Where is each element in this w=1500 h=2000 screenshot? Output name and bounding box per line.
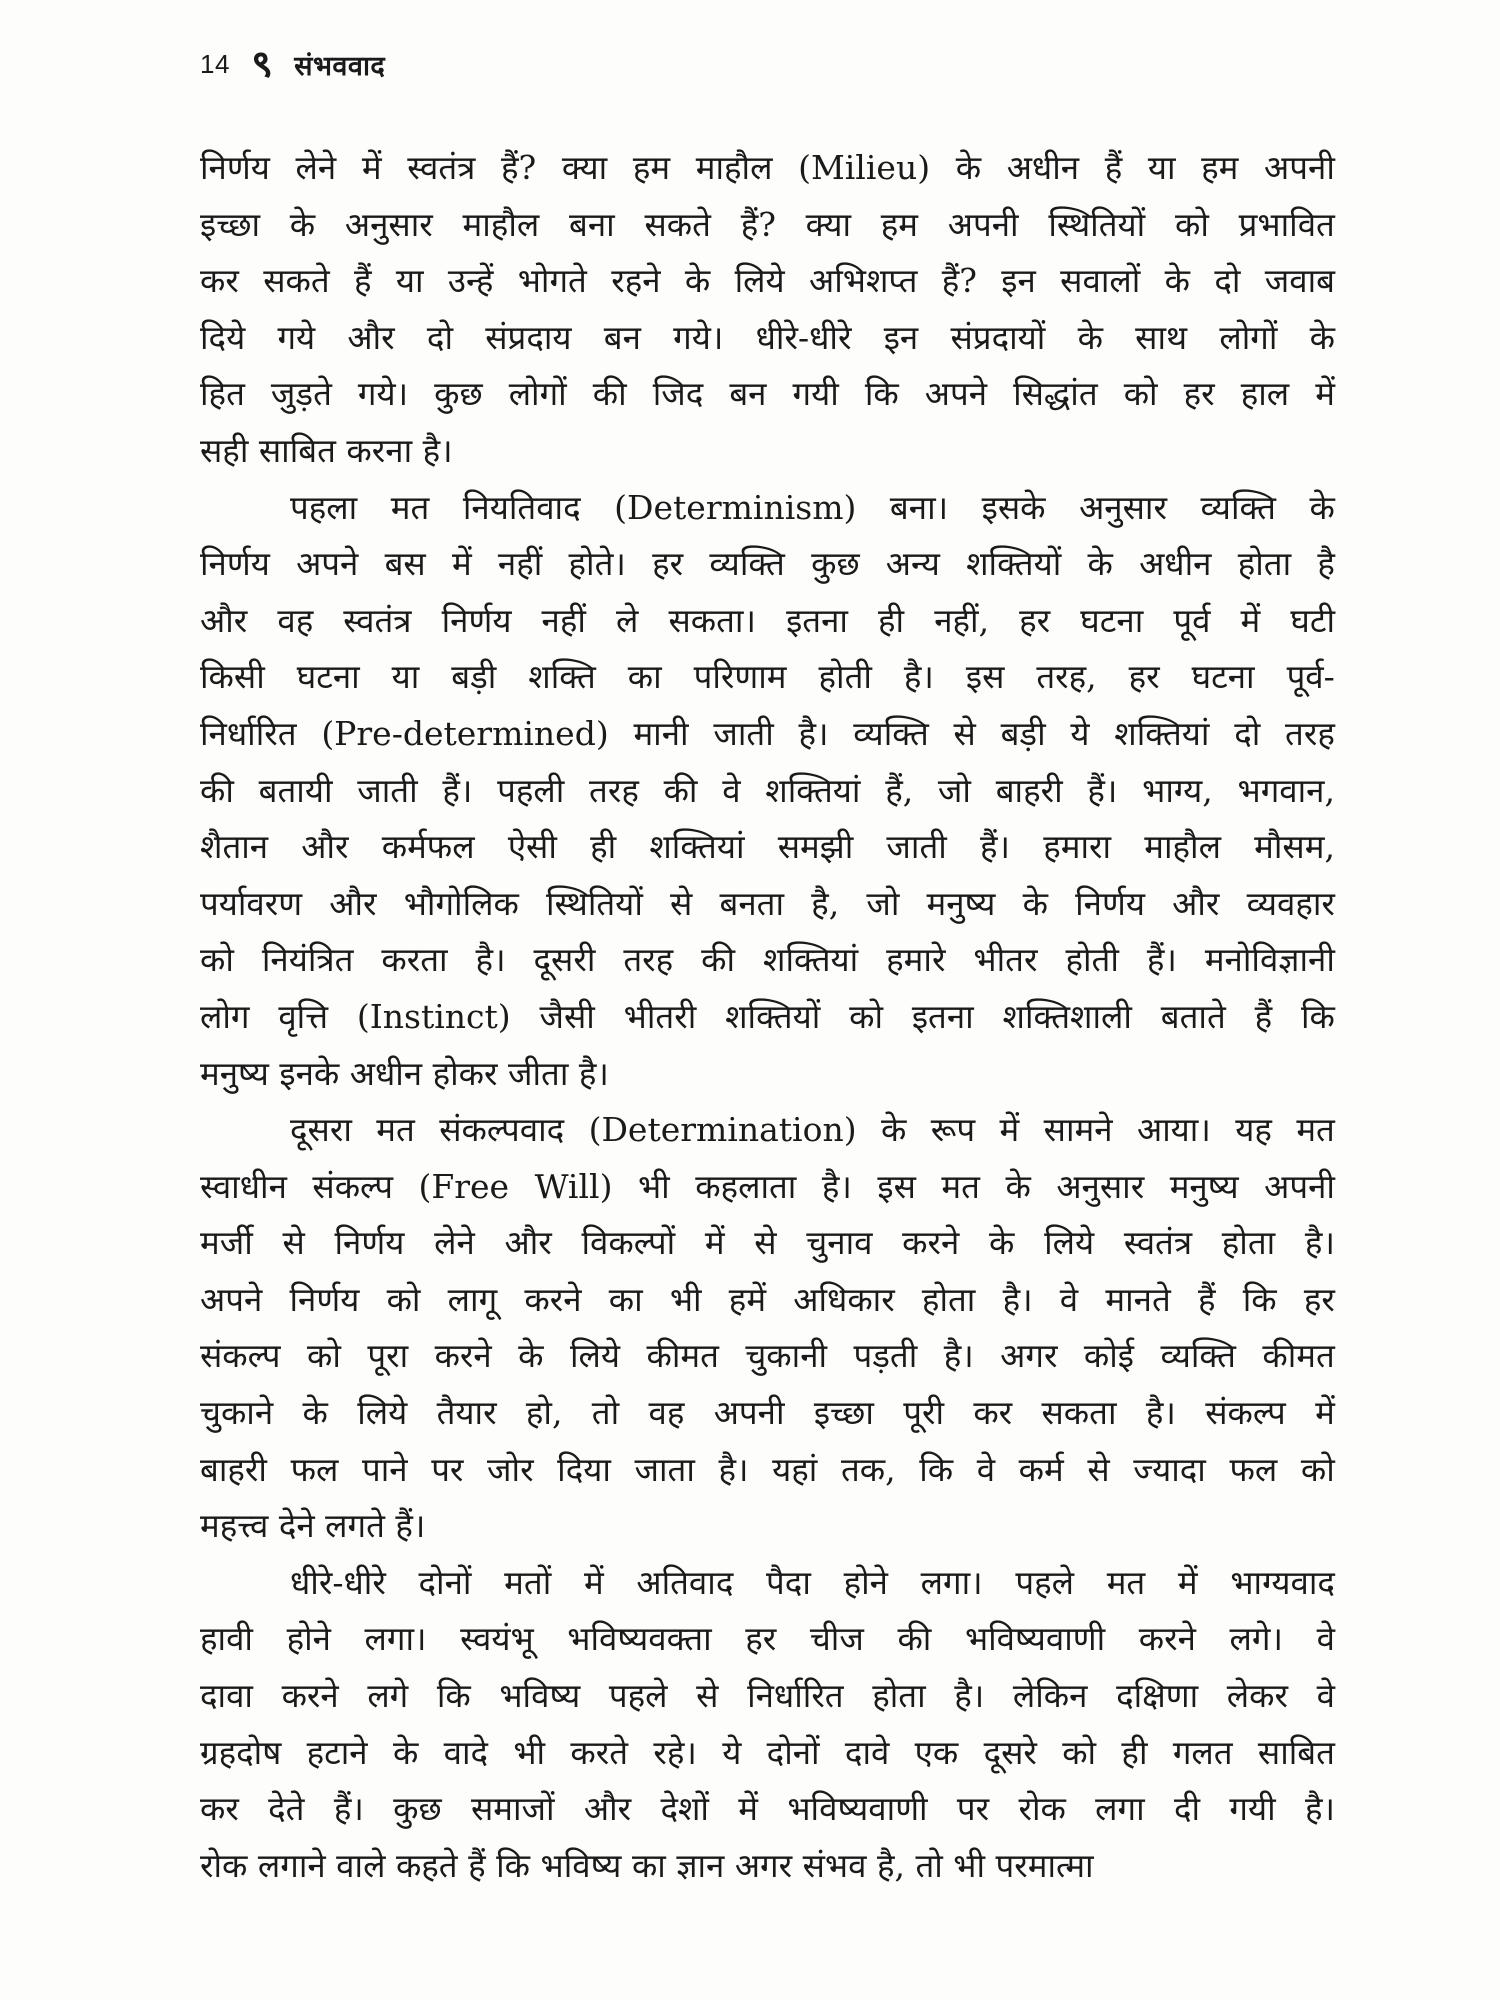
text-line: पर्यावरण और भौगोलिक स्थितियों से बनता है, जो मनुष्य के निर्णय और व्यवहार: [200, 883, 1335, 923]
text-line: मर्जी से निर्णय लेने और विकल्पों में से चुनाव करने के लिये स्वतंत्र होता है।: [200, 1223, 1335, 1263]
text-line: निर्णय अपने बस में नहीं होते। हर व्यक्ति कुछ अन्य शक्तियों के अधीन होता है: [200, 544, 1335, 584]
book-title: संभववाद: [294, 50, 386, 82]
text-line: धीरे-धीरे दोनों मतों में अतिवाद पैदा होने लगा। पहले मत में भाग्यवाद: [290, 1562, 1335, 1602]
text-line: को नियंत्रित करता है। दूसरी तरह की शक्तियां हमारे भीतर होती हैं। मनोविज्ञानी: [200, 940, 1335, 980]
text-line: बाहरी फल पाने पर जोर दिया जाता है। यहां तक, कि वे कर्म से ज्यादा फल को: [200, 1449, 1335, 1489]
body-text: [200, 140, 1335, 1894]
text-line: पहला मत नियतिवाद (Determinism) बना। इसके अनुसार व्यक्ति के: [290, 487, 1335, 527]
text-line: चुकाने के लिये तैयार हो, तो वह अपनी इच्छा पूरी कर सकता है। संकल्प में: [200, 1393, 1335, 1433]
text-line: किसी घटना या बड़ी शक्ति का परिणाम होती है। इस तरह, हर घटना पूर्व-: [200, 657, 1335, 697]
text-line: महत्त्व देने लगते हैं।: [200, 1506, 426, 1546]
text-line: हावी होने लगा। स्वयंभू भविष्यवक्ता हर चीज की भविष्यवाणी करने लगे। वे: [200, 1619, 1335, 1659]
text-line: हित जुड़ते गये। कुछ लोगों की जिद बन गयी कि अपने सिद्धांत को हर हाल में: [200, 374, 1335, 414]
text-line: शैतान और कर्मफल ऐसी ही शक्तियां समझी जाती हैं। हमारा माहौल मौसम,: [200, 827, 1335, 867]
text-line: लोग वृत्ति (Instinct) जैसी भीतरी शक्तियों को इतना शक्तिशाली बताते हैं कि: [200, 996, 1335, 1036]
running-head: [200, 42, 385, 86]
ornament-glyph: ९: [248, 40, 276, 88]
paragraph: [200, 140, 1335, 480]
text-line: स्वाधीन संकल्प (Free Will) भी कहलाता है। इस मत के अनुसार मनुष्य अपनी: [200, 1166, 1335, 1206]
text-line: दिये गये और दो संप्रदाय बन गये। धीरे-धीरे इन संप्रदायों के साथ लोगों के: [200, 317, 1335, 357]
paragraph: [200, 1102, 1335, 1555]
page-number: 14: [200, 48, 230, 79]
text-line: निर्णय लेने में स्वतंत्र हैं? क्या हम माहौल (Milieu) के अधीन हैं या हम अपनी: [200, 148, 1335, 187]
text-line: अपने निर्णय को लागू करने का भी हमें अधिकार होता है। वे मानते हैं कि हर: [200, 1279, 1335, 1319]
text-line: इच्छा के अनुसार माहौल बना सकते हैं? क्या हम अपनी स्थितियों को प्रभावित: [200, 204, 1335, 244]
text-line: दूसरा मत संकल्पवाद (Determination) के रूप में सामने आया। यह मत: [290, 1110, 1335, 1150]
text-line: निर्धारित (Pre-determined) मानी जाती है। व्यक्ति से बड़ी ये शक्तियां दो तरह: [200, 713, 1335, 753]
text-line: कर देते हैं। कुछ समाजों और देशों में भविष्यवाणी पर रोक लगा दी गयी है।: [200, 1789, 1335, 1829]
text-line: और वह स्वतंत्र निर्णय नहीं ले सकता। इतना ही नहीं, हर घटना पूर्व में घटी: [200, 600, 1335, 640]
text-line: रोक लगाने वाले कहते हैं कि भविष्य का ज्ञान अगर संभव है, तो भी परमात्मा: [200, 1845, 1094, 1885]
text-line: दावा करने लगे कि भविष्य पहले से निर्धारित होता है। लेकिन दक्षिणा लेकर वे: [200, 1676, 1335, 1716]
paragraph: [200, 480, 1335, 1103]
text-line: संकल्प को पूरा करने के लिये कीमत चुकानी पड़ती है। अगर कोई व्यक्ति कीमत: [200, 1336, 1335, 1376]
text-line: कर सकते हैं या उन्हें भोगते रहने के लिये अभिशप्त हैं? इन सवालों के दो जवाब: [200, 261, 1335, 301]
text-line: मनुष्य इनके अधीन होकर जीता है।: [200, 1053, 609, 1093]
text-line: ग्रहदोष हटाने के वादे भी करते रहे। ये दोनों दावे एक दूसरे को ही गलत साबित: [200, 1732, 1335, 1772]
paragraph: [200, 1555, 1335, 1895]
text-line: की बतायी जाती हैं। पहली तरह की वे शक्तियां हैं, जो बाहरी हैं। भाग्य, भगवान,: [200, 770, 1335, 810]
text-line: सही साबित करना है।: [200, 430, 453, 470]
